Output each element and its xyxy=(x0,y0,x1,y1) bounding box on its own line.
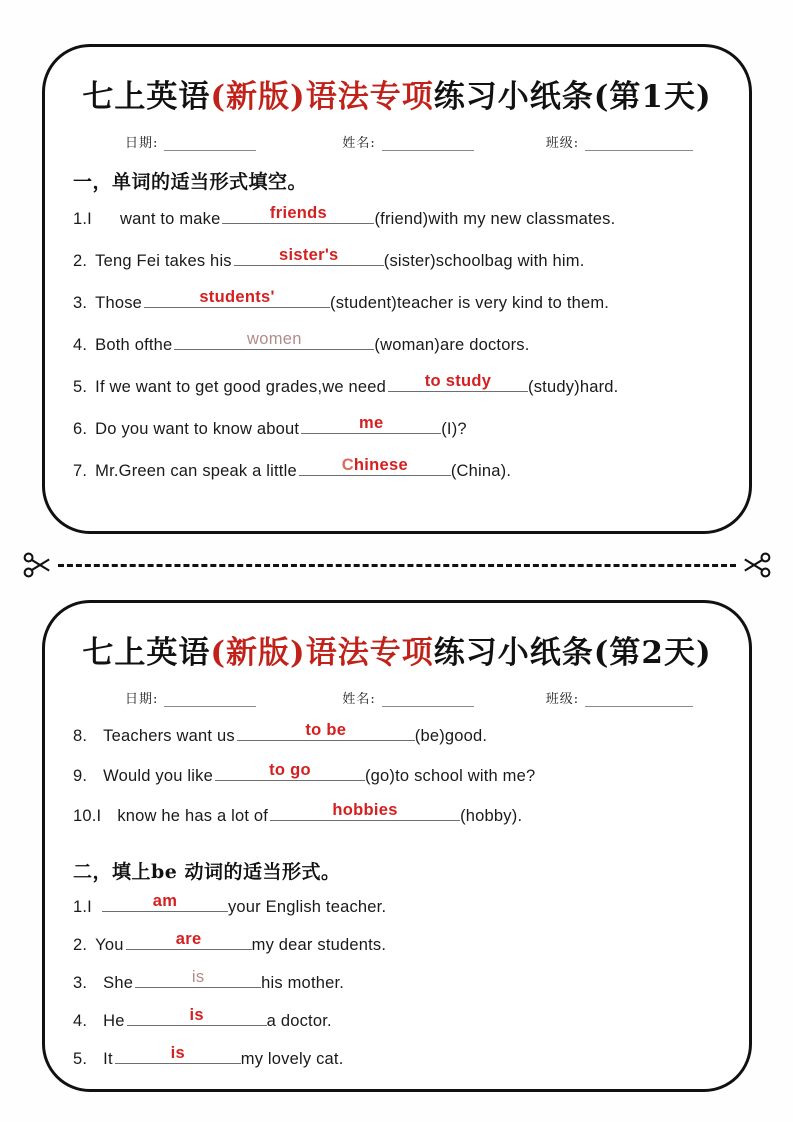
name-label: 姓名: xyxy=(342,136,376,151)
question-text-before-blank: She xyxy=(103,974,134,992)
question-text-after-blank: your English teacher. xyxy=(227,898,387,916)
question-text-before-blank: know he has a lot of xyxy=(117,807,269,825)
question-row xyxy=(73,288,721,330)
answer-text: hobbies xyxy=(332,800,398,819)
question-text-after-blank: a doctor. xyxy=(266,1012,332,1030)
answer-text: to be xyxy=(305,720,347,739)
card-title-day2 xyxy=(45,627,749,672)
class-label: 班级: xyxy=(545,692,580,707)
question-text-after-blank: my dear students. xyxy=(251,936,387,954)
question-text-after-blank: (be)good. xyxy=(414,727,488,745)
question-row xyxy=(73,1044,721,1082)
question-row xyxy=(73,930,721,968)
answer-blank[interactable] xyxy=(127,1006,267,1026)
name-field[interactable] xyxy=(342,688,473,707)
worksheet-card-day1 xyxy=(42,44,752,534)
question-number: 5. xyxy=(73,378,88,396)
question-text-before-blank: He xyxy=(103,1012,125,1030)
answer-blank[interactable] xyxy=(222,204,374,224)
meta-row-day1 xyxy=(45,132,749,151)
question-number: 2. xyxy=(73,252,88,270)
question-text-after-blank: (woman)are doctors. xyxy=(374,336,530,354)
class-input-rule[interactable] xyxy=(585,138,693,151)
question-number: 4. xyxy=(73,1012,88,1030)
question-number: 8. xyxy=(73,727,88,745)
question-number: 6. xyxy=(73,420,88,438)
worksheet-card-day2 xyxy=(42,600,752,1092)
question-text-after-blank: (study)hard. xyxy=(528,378,619,396)
card-title-day1 xyxy=(45,71,749,116)
answer-text: am xyxy=(152,891,178,910)
answer-blank[interactable] xyxy=(237,721,415,741)
scissors-icon xyxy=(22,550,52,580)
answer-text: me xyxy=(358,413,384,432)
question-text-before-blank: You xyxy=(95,936,124,954)
title-highlight: (新版)语法专项 xyxy=(210,635,434,671)
name-input-rule[interactable] xyxy=(382,138,474,151)
question-text-before-blank: It xyxy=(103,1050,113,1068)
question-text-after-blank: (go)to school with me? xyxy=(364,767,536,785)
answer-blank[interactable] xyxy=(135,968,261,988)
question-row xyxy=(73,801,721,841)
class-label: 班级: xyxy=(545,136,580,151)
question-number: 3. xyxy=(73,294,88,312)
question-number: 9. xyxy=(73,767,88,785)
name-label: 姓名: xyxy=(342,692,376,707)
question-text-before-blank: Do you want to know about xyxy=(95,420,300,438)
title-tail: 练习小纸条(第2天) xyxy=(433,635,712,671)
answer-text: Chinese xyxy=(341,455,408,474)
date-input-rule[interactable] xyxy=(164,694,256,707)
question-text-before-blank: Teachers want us xyxy=(103,727,235,745)
answer-blank[interactable] xyxy=(115,1044,241,1064)
question-number: 5. xyxy=(73,1050,88,1068)
name-input-rule[interactable] xyxy=(382,694,474,707)
answer-blank[interactable] xyxy=(144,288,330,308)
dashed-cut-line xyxy=(58,564,736,567)
class-input-rule[interactable] xyxy=(585,694,693,707)
question-row xyxy=(73,330,721,372)
question-row xyxy=(73,968,721,1006)
question-row xyxy=(73,892,721,930)
answer-text: friends xyxy=(269,203,328,222)
question-text-after-blank: (China). xyxy=(450,462,512,480)
date-input-rule[interactable] xyxy=(164,138,256,151)
answer-blank[interactable] xyxy=(215,761,365,781)
answer-text: is xyxy=(191,967,205,986)
date-label: 日期: xyxy=(125,692,159,707)
answer-blank[interactable] xyxy=(234,246,384,266)
answer-text: to study xyxy=(424,371,492,390)
question-text-before-blank: Would you like xyxy=(103,767,213,785)
question-list-two xyxy=(45,892,749,1082)
question-row xyxy=(73,372,721,414)
class-field[interactable] xyxy=(546,688,693,707)
question-text-before-blank: want to make xyxy=(119,210,221,228)
question-text-after-blank: his mother. xyxy=(261,974,345,992)
question-text-before-blank: Mr.Green can speak a little xyxy=(95,462,297,480)
date-field[interactable] xyxy=(125,688,256,707)
question-text-before-blank: Those xyxy=(95,294,143,312)
answer-text: is xyxy=(170,1043,185,1062)
answer-text: women xyxy=(247,329,302,348)
question-row xyxy=(73,204,721,246)
question-text-after-blank: my lovely cat. xyxy=(240,1050,344,1068)
question-row xyxy=(73,1006,721,1044)
question-text-before-blank: Teng Fei takes his xyxy=(95,252,232,270)
section-heading-one: 一，单词的适当形式填空。 xyxy=(73,171,308,193)
scissors-icon xyxy=(742,550,772,580)
title-lead: 七上英语 xyxy=(82,635,211,671)
question-text-after-blank: (student)teacher is very kind to them. xyxy=(330,294,610,312)
title-highlight: (新版)语法专项 xyxy=(210,79,434,115)
question-text-after-blank: (hobby). xyxy=(460,807,523,825)
question-list-one-continued xyxy=(45,721,749,841)
answer-blank[interactable] xyxy=(301,414,441,434)
date-label: 日期: xyxy=(125,136,159,151)
answer-blank[interactable] xyxy=(102,892,228,912)
title-tail: 练习小纸条(第1天) xyxy=(433,79,712,115)
title-lead: 七上英语 xyxy=(82,79,211,115)
section-heading-two: 二，填上be 动词的适当形式。 xyxy=(73,861,341,883)
question-row xyxy=(73,761,721,801)
question-list-one xyxy=(45,204,749,498)
answer-text: to go xyxy=(269,760,311,779)
answer-text: students' xyxy=(199,287,275,306)
question-row xyxy=(73,414,721,456)
question-number: 1.I xyxy=(73,210,92,228)
answer-blank[interactable] xyxy=(299,456,451,476)
question-number: 2. xyxy=(73,936,88,954)
answer-blank[interactable] xyxy=(270,801,460,821)
question-number: 10.I xyxy=(73,807,102,825)
date-field[interactable] xyxy=(125,132,256,151)
answer-text: sister's xyxy=(279,245,339,264)
question-row xyxy=(73,721,721,761)
question-number: 7. xyxy=(73,462,88,480)
answer-blank[interactable] xyxy=(126,930,252,950)
cut-here-divider xyxy=(22,545,772,585)
answer-blank[interactable] xyxy=(388,372,528,392)
answer-text: are xyxy=(175,929,202,948)
name-field[interactable] xyxy=(342,132,473,151)
question-text-before-blank: Both ofthe xyxy=(95,336,173,354)
class-field[interactable] xyxy=(546,132,693,151)
question-number: 1.I xyxy=(73,898,92,916)
answer-text: is xyxy=(189,1005,204,1024)
question-text-after-blank: (sister)schoolbag with him. xyxy=(383,252,585,270)
question-row xyxy=(73,456,721,498)
question-number: 3. xyxy=(73,974,88,992)
meta-row-day2 xyxy=(45,688,749,707)
answer-blank[interactable] xyxy=(174,330,374,350)
question-number: 4. xyxy=(73,336,88,354)
question-text-after-blank: (friend)with my new classmates. xyxy=(374,210,616,228)
question-text-before-blank: If we want to get good grades,we need xyxy=(95,378,387,396)
question-text-after-blank: (I)? xyxy=(441,420,467,438)
question-row xyxy=(73,246,721,288)
